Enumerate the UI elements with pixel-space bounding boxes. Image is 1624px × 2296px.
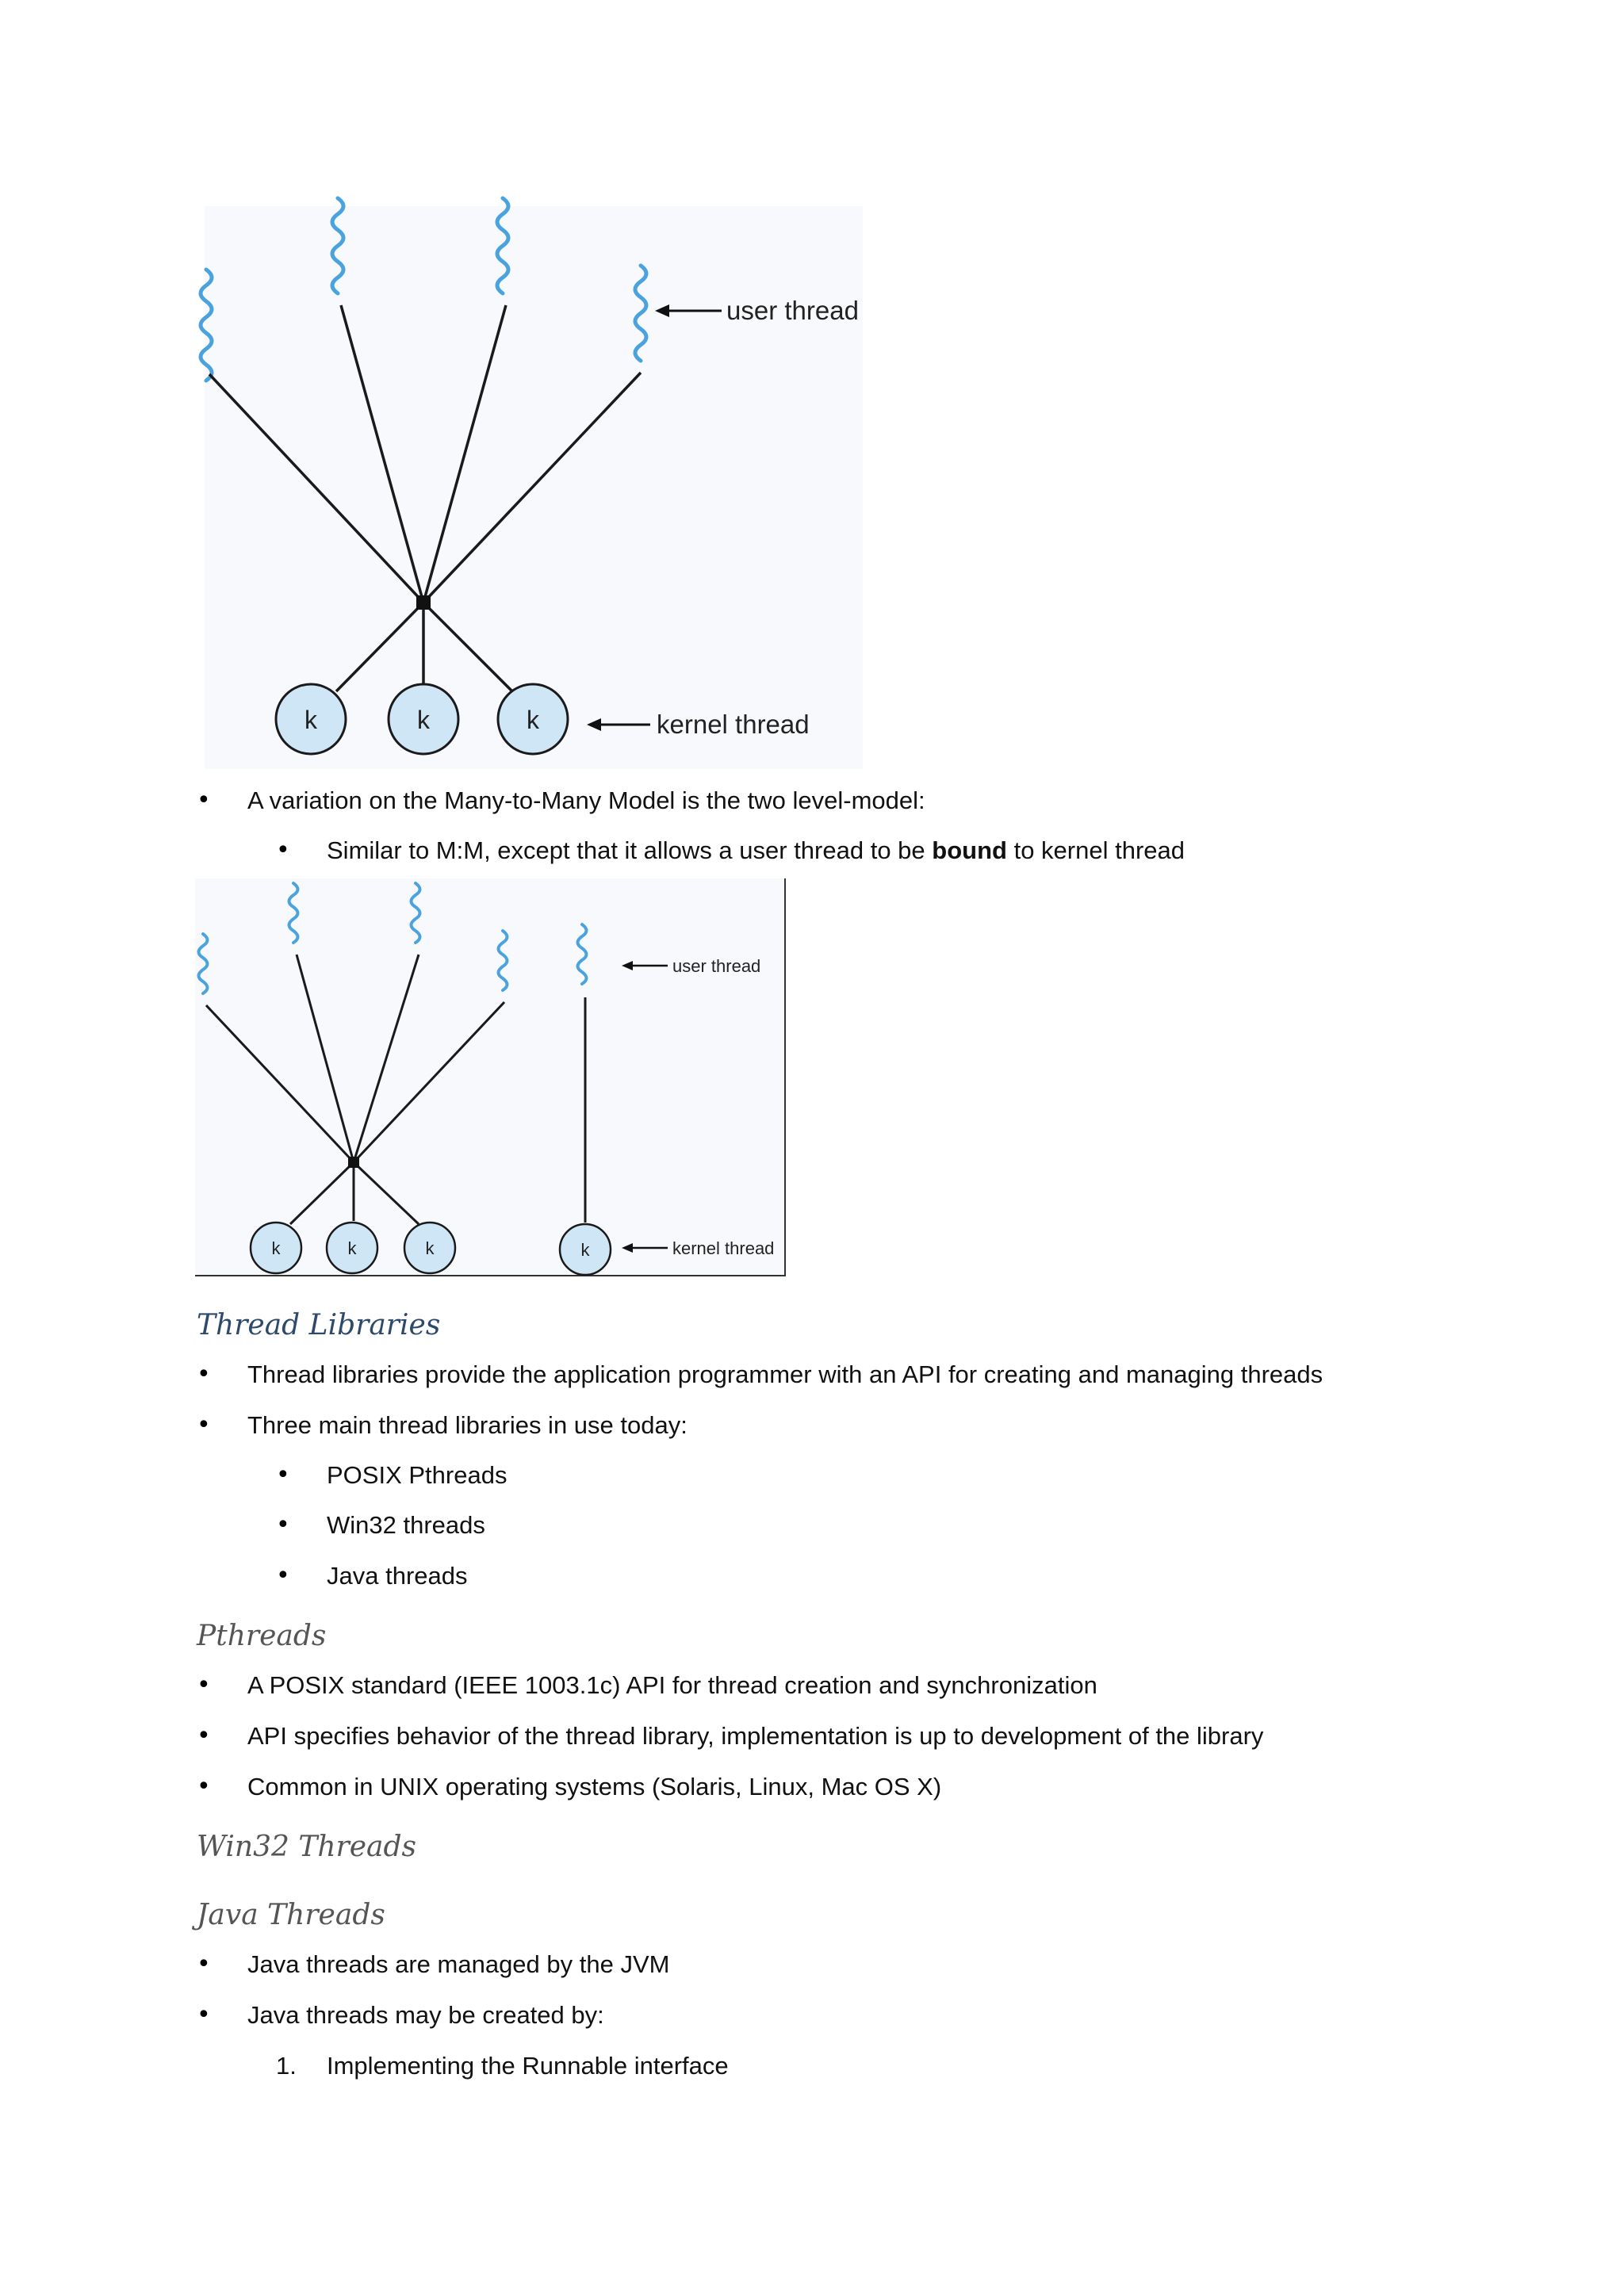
bullet-text: API specifies behavior of the thread library, implementation is up to development of the library (247, 1722, 1264, 1750)
section-heading-java-threads: Java Threads (197, 1899, 385, 1931)
bullet-text: Java threads may be created by: (247, 2001, 604, 2029)
bullet-marker: • (197, 1411, 211, 1439)
bullet-marker: • (276, 1511, 290, 1539)
list-number: 1. (276, 2052, 297, 2080)
sub-bullet-text: POSIX Pthreads (327, 1461, 508, 1489)
user-thread-label: user thread (726, 296, 859, 325)
bullet-marker: • (197, 786, 211, 814)
section-heading-thread-libraries: Thread Libraries (197, 1309, 441, 1341)
kernel-node-label: k (417, 706, 430, 734)
bullet-marker: • (197, 1773, 211, 1800)
bullet-text: Common in UNIX operating systems (Solaris, Linux, Mac OS X) (247, 1773, 942, 1800)
junction-point (348, 1157, 359, 1168)
sub-bullet-text-part: to kernel thread (1006, 836, 1185, 864)
numbered-item-text: Implementing the Runnable interface (327, 2052, 729, 2080)
bullet-marker: • (276, 1461, 290, 1489)
bullet-marker: • (276, 836, 290, 864)
bullet-marker: • (197, 1722, 211, 1750)
kernel-node-label: k (304, 706, 317, 734)
diagram-background (195, 878, 785, 1275)
bullet-text: Java threads are managed by the JVM (247, 1950, 670, 1978)
bullet-marker: • (197, 1950, 211, 1978)
kernel-node-label: k (425, 1238, 435, 1258)
bullet-marker: • (276, 1562, 290, 1590)
two-level-diagram (195, 878, 798, 1283)
bullet-text: Three main thread libraries in use today: (247, 1411, 688, 1439)
junction-point (416, 595, 431, 610)
many-to-many-svg (197, 190, 894, 777)
kernel-thread-label: kernel thread (657, 710, 810, 739)
bullet-marker: • (197, 2001, 211, 2029)
sub-bullet-text: Win32 threads (327, 1511, 485, 1539)
sub-bullet-text-part: Similar to M:M, except that it allows a user thread to be (327, 836, 933, 864)
user-thread-label: user thread (672, 956, 761, 976)
section-heading-win32-threads: Win32 Threads (197, 1831, 417, 1863)
many-to-many-diagram (197, 190, 894, 777)
bullet-text: A variation on the Many-to-Many Model is the two level-model: (247, 786, 925, 814)
kernel-node-label: k (271, 1238, 281, 1258)
kernel-node-label: k (527, 706, 539, 734)
bullet-text: Thread libraries provide the application programmer with an API for creating and managing threads (247, 1360, 1323, 1388)
sub-bullet-text (327, 835, 1185, 867)
bullet-text: A POSIX standard (IEEE 1003.1c) API for thread creation and synchronization (247, 1671, 1097, 1699)
two-level-svg (195, 878, 798, 1283)
kernel-node-label: k (347, 1238, 357, 1258)
sub-bullet-text: Java threads (327, 1562, 468, 1590)
kernel-thread-label: kernel thread (672, 1238, 775, 1258)
kernel-node-label: k (580, 1240, 590, 1260)
bold-term: bound (932, 836, 1007, 864)
bullet-marker: • (197, 1671, 211, 1699)
section-heading-pthreads: Pthreads (197, 1620, 327, 1652)
bullet-marker: • (197, 1360, 211, 1388)
